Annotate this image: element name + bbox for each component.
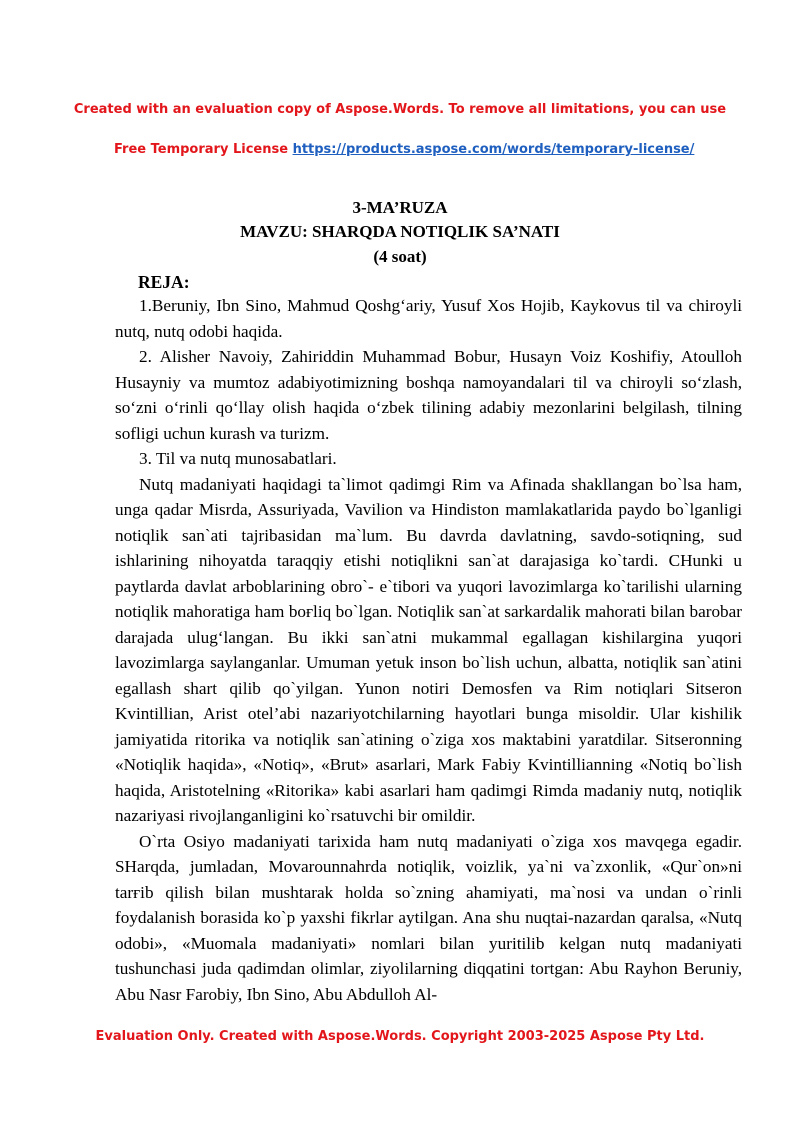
license-line — [114, 142, 694, 157]
body-paragraph: O`rta Osiyo madaniyati tarixida ham nutq madaniyati o`ziga xos mavqega egadir. SHarqda, jumladan, Movarounnahrda notiqlik, voizlik, ya`ni va`zxonlik, «Qur`on»ni tarғib qilish bilan mushtarak holda so`zning ahamiyati, ma`nosi va undan o`rinli foydalanish borasida ko`p yaxshi fikrlar aytilgan. Ana shu nuqtai-nazardan qaralsa, «Nutq odobi», «Muomala madaniyati» nomlari bilan yuritilib kelgan nutq madaniyati tushunchasi juda qadimdan olimlar, ziyolilarning diqqatini tortgan: Abu Rayhon Beruniy, Abu Nasr Farobiy, Ibn Sino, Abu Abdulloh Al- — [115, 831, 742, 1004]
license-link[interactable]: https://products.aspose.com/words/temporary-license/ — [292, 142, 695, 157]
body-paragraph: Nutq madaniyati haqidagi ta`limot qadimgi Rim va Afinada shakllangan bo`lsa ham, unga qadar Misrda, Assuriyada, Vavilion va Hindiston mamlakatlarida paydo bo`lganligi notiqlik san`ati tajribasidan ma`lum. Bu davrda davlatning, savdo-sotiqning, sud ishlarining nihoyatda taraqqiy etishi notiqlikni san`at darajasiga ko`tardi. CHunki u paytlarda davlat arboblarining obro`- e`tibori va yuqori lavozimlarga ko`tarilishi ularning notiqlik mahoratiga ham boғliq bo`lgan. Notiqlik san`at sarkardalik mahorati bilan barobar darajada ulugʻlangan. Bu ikki san`atni mukammal egallagan kishilargina yuqori lavozimlarga saylanganlar. Umuman yetuk inson bo`lish uchun, albatta, notiqlik san`atini egallash shart qilib qo`yilgan. Yunon notiri Demosfen va Rim notiqlari Sitseron Kvintillian, Arist otel’abi nazariyotchilarning hayotlari bunga misoldir. Ular kishilik jamiyatida ritorika va notiqlik san`atining o`ziga xos maktabini yaratdilar. Sitseronning «Notiqlik haqida», «Notiq», «Brut» asarlari, Mark Fabiy Kvintillianning «Notiq bo`lish haqida, Aristotelning «Ritorika» kabi asarlari ham qadimgi Rimda madaniy nutq, notiqlik nazariyasi rivojlanganligini ko`rsatuvchi bir omildir. — [115, 474, 742, 825]
evaluation-footer: Evaluation Only. Created with Aspose.Words. Copyright 2003-2025 Aspose Pty Ltd. — [95, 1029, 705, 1044]
plan-item: 3. Til va nutq munosabatlari. — [139, 449, 337, 468]
lecture-topic: MAVZU: SHARQDA NOTIQLIK SA’NATI — [240, 222, 560, 241]
license-label: Free Temporary License — [114, 142, 289, 157]
plan-heading: REJA: — [138, 272, 190, 292]
lecture-number: 3-MA’RUZA — [352, 198, 448, 217]
plan-list — [115, 293, 742, 1007]
plan-item: 2. Alisher Navoiy, Zahiriddin Muhammad Bobur, Husayn Voiz Koshifiy, Atoulloh Husayniy va mumtoz adabiyotimizning boshqa namoyandalari til va chiroyli so‘zlash, so‘zni o‘rinli qo‘llay olish haqida o‘zbek tilining adabiy mezonlarini belgilash, tilning sofligi uchun kurash va turizm. — [115, 347, 742, 443]
lecture-hours: (4 soat) — [373, 247, 427, 266]
evaluation-notice: Created with an evaluation copy of Aspose.Words. To remove all limitations, you can use — [73, 102, 727, 117]
plan-item: 1.Beruniy, Ibn Sino, Mahmud Qoshg‘ariy, Yusuf Xos Hojib, Kaykovus til va chiroyli nutq, nutq odobi haqida. — [115, 296, 742, 341]
